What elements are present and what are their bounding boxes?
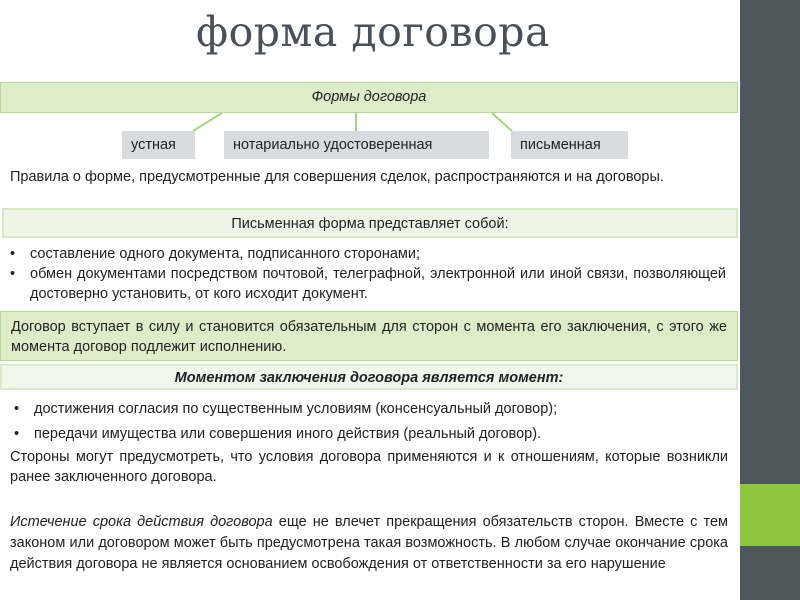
written-form-header: Письменная форма представляет собой:: [2, 208, 738, 238]
form-oral-tag: устная: [122, 131, 195, 159]
page-title: форма договора: [196, 8, 550, 56]
list-item: • обмен документами посредством почтовой, телеграфной, электронной или иной связи, позволяющей достоверно установить, от кого исходит документ.: [10, 266, 726, 302]
list-item: • составление одного документа, подписанного сторонами;: [10, 246, 421, 262]
moment-header: Моментом заключения договора является момент:: [0, 364, 738, 390]
expiry-paragraph: [10, 512, 728, 575]
form-written-tag: письменная: [511, 131, 628, 159]
bullet-icon: •: [14, 401, 20, 417]
bullet-icon: •: [14, 426, 20, 442]
expiry-italic-lead: Истечение срока действия договора: [10, 514, 273, 530]
parties-paragraph: Стороны могут предусмотреть, что условия договора применяются и к отношениям, которые возникли ранее заключенного договора.: [10, 449, 728, 485]
bullet-icon: •: [10, 266, 16, 282]
written-form-list: [8, 244, 726, 304]
force-paragraph: Договор вступает в силу и становится обязательным для сторон с момента его заключения, с этого же момента договор подлежит исполнению.: [0, 311, 738, 361]
bullet-icon: •: [10, 246, 16, 262]
list-item: • передачи имущества или совершения иного действия (реальный договор).: [12, 422, 726, 447]
connector-oral: [193, 113, 222, 131]
forms-header: Формы договора: [0, 82, 738, 113]
connector-written: [492, 113, 512, 131]
moment-list: [12, 397, 726, 447]
rules-paragraph: Правила о форме, предусмотренные для совершения сделок, распространяются и на договоры.: [10, 169, 664, 185]
form-notarial-tag: нотариально удостоверенная: [224, 131, 489, 159]
sidebar-accent: [740, 484, 800, 546]
expiry-rest: еще не влечет прекращения обязательств сторон. Вместе с тем законом или договором может быть предусмотрена такая возможность. В любом случае окончание срока действия договора не является основанием освобождения от ответственности за его нарушение: [10, 514, 728, 572]
list-item: • достижения согласия по существенным условиям (консенсуальный договор);: [12, 397, 726, 422]
